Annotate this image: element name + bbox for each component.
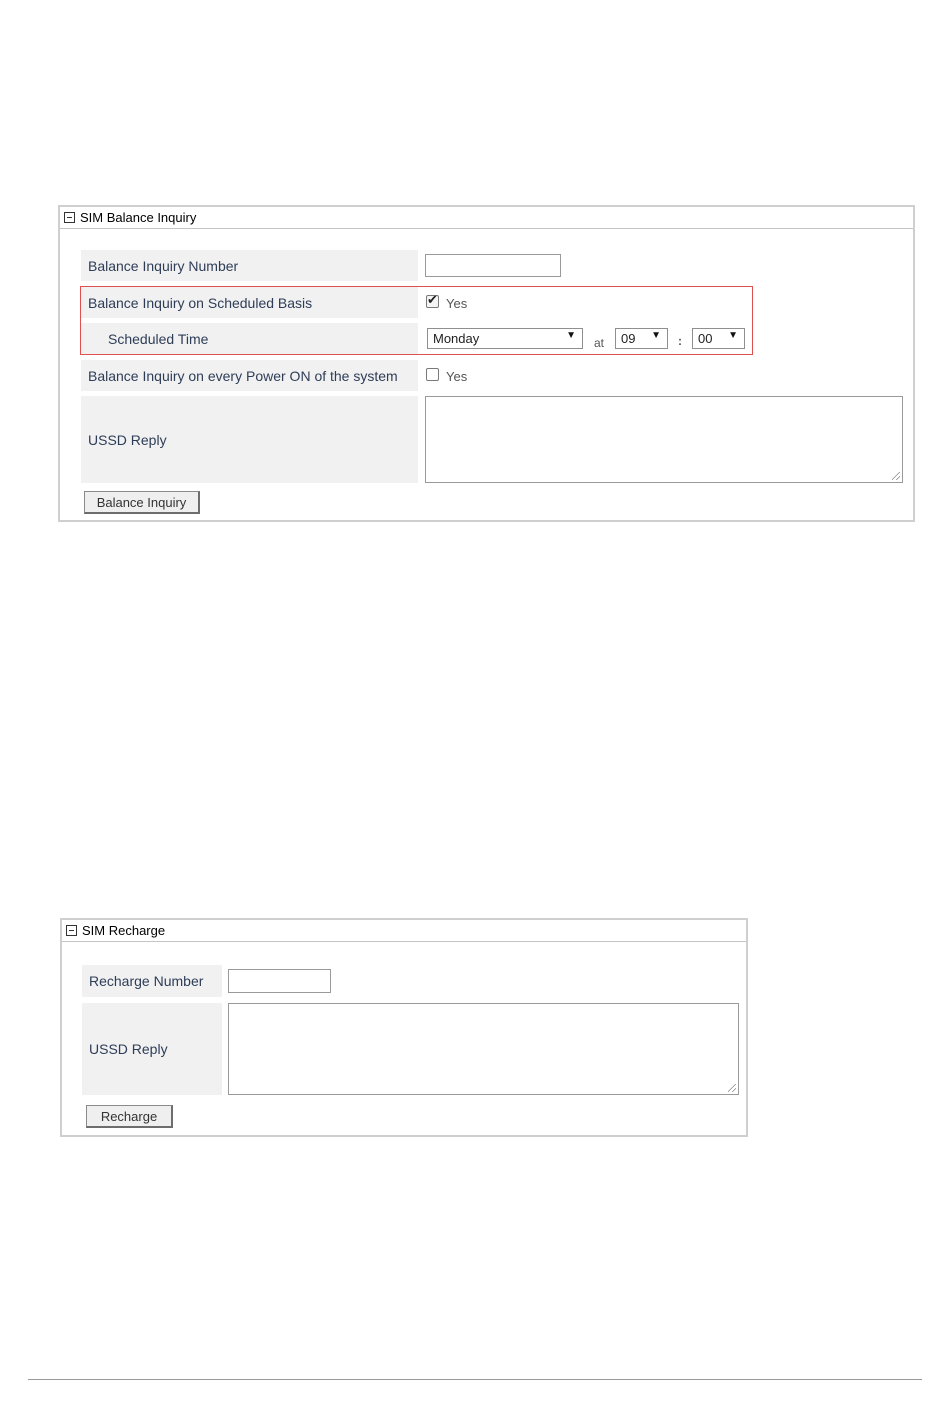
resize-grip-icon[interactable] — [728, 1084, 736, 1092]
scheduled-time-label: Scheduled Time — [81, 323, 418, 354]
recharge-header[interactable] — [62, 920, 746, 942]
balance-inquiry-button[interactable]: Balance Inquiry — [84, 491, 200, 514]
minute-select[interactable] — [692, 328, 745, 349]
minute-select-value: 00 — [698, 331, 713, 346]
recharge-number-label: Recharge Number — [82, 965, 222, 997]
dropdown-arrow-icon: ▼ — [566, 330, 576, 341]
poweron-checkbox[interactable] — [426, 368, 439, 381]
recharge-button[interactable]: Recharge — [86, 1105, 173, 1128]
collapse-minus-icon[interactable] — [66, 925, 77, 936]
resize-grip-icon[interactable] — [892, 472, 900, 480]
recharge-ussd-label: USSD Reply — [82, 1003, 222, 1095]
at-label: at — [594, 336, 605, 350]
recharge-title: SIM Recharge — [82, 923, 166, 938]
scheduled-basis-checkbox[interactable] — [426, 295, 439, 308]
scheduled-basis-label: Balance Inquiry on Scheduled Basis — [81, 287, 418, 318]
recharge-ussd-textarea[interactable] — [228, 1003, 739, 1095]
poweron-label: Balance Inquiry on every Power ON of the system — [81, 360, 418, 391]
collapse-minus-icon[interactable] — [64, 212, 75, 223]
balance-ussd-label: USSD Reply — [81, 396, 418, 483]
balance-ussd-textarea[interactable] — [425, 396, 903, 483]
balance-number-label: Balance Inquiry Number — [81, 250, 418, 281]
balance-inquiry-header[interactable] — [60, 207, 913, 229]
day-select-value: Monday — [433, 331, 480, 346]
recharge-number-input[interactable] — [228, 969, 331, 993]
dropdown-arrow-icon: ▼ — [651, 330, 661, 341]
balance-inquiry-panel — [58, 205, 915, 522]
day-select[interactable] — [427, 328, 583, 349]
scheduled-basis-yes: Yes — [446, 296, 468, 311]
dropdown-arrow-icon: ▼ — [728, 330, 738, 341]
footer-divider — [28, 1379, 922, 1380]
recharge-panel — [60, 918, 748, 1137]
hour-select-value: 09 — [621, 331, 636, 346]
balance-number-input[interactable] — [425, 254, 561, 277]
hour-select[interactable] — [615, 328, 668, 349]
balance-inquiry-title: SIM Balance Inquiry — [80, 210, 197, 225]
colon-label: : — [678, 334, 682, 348]
poweron-yes: Yes — [446, 369, 468, 384]
